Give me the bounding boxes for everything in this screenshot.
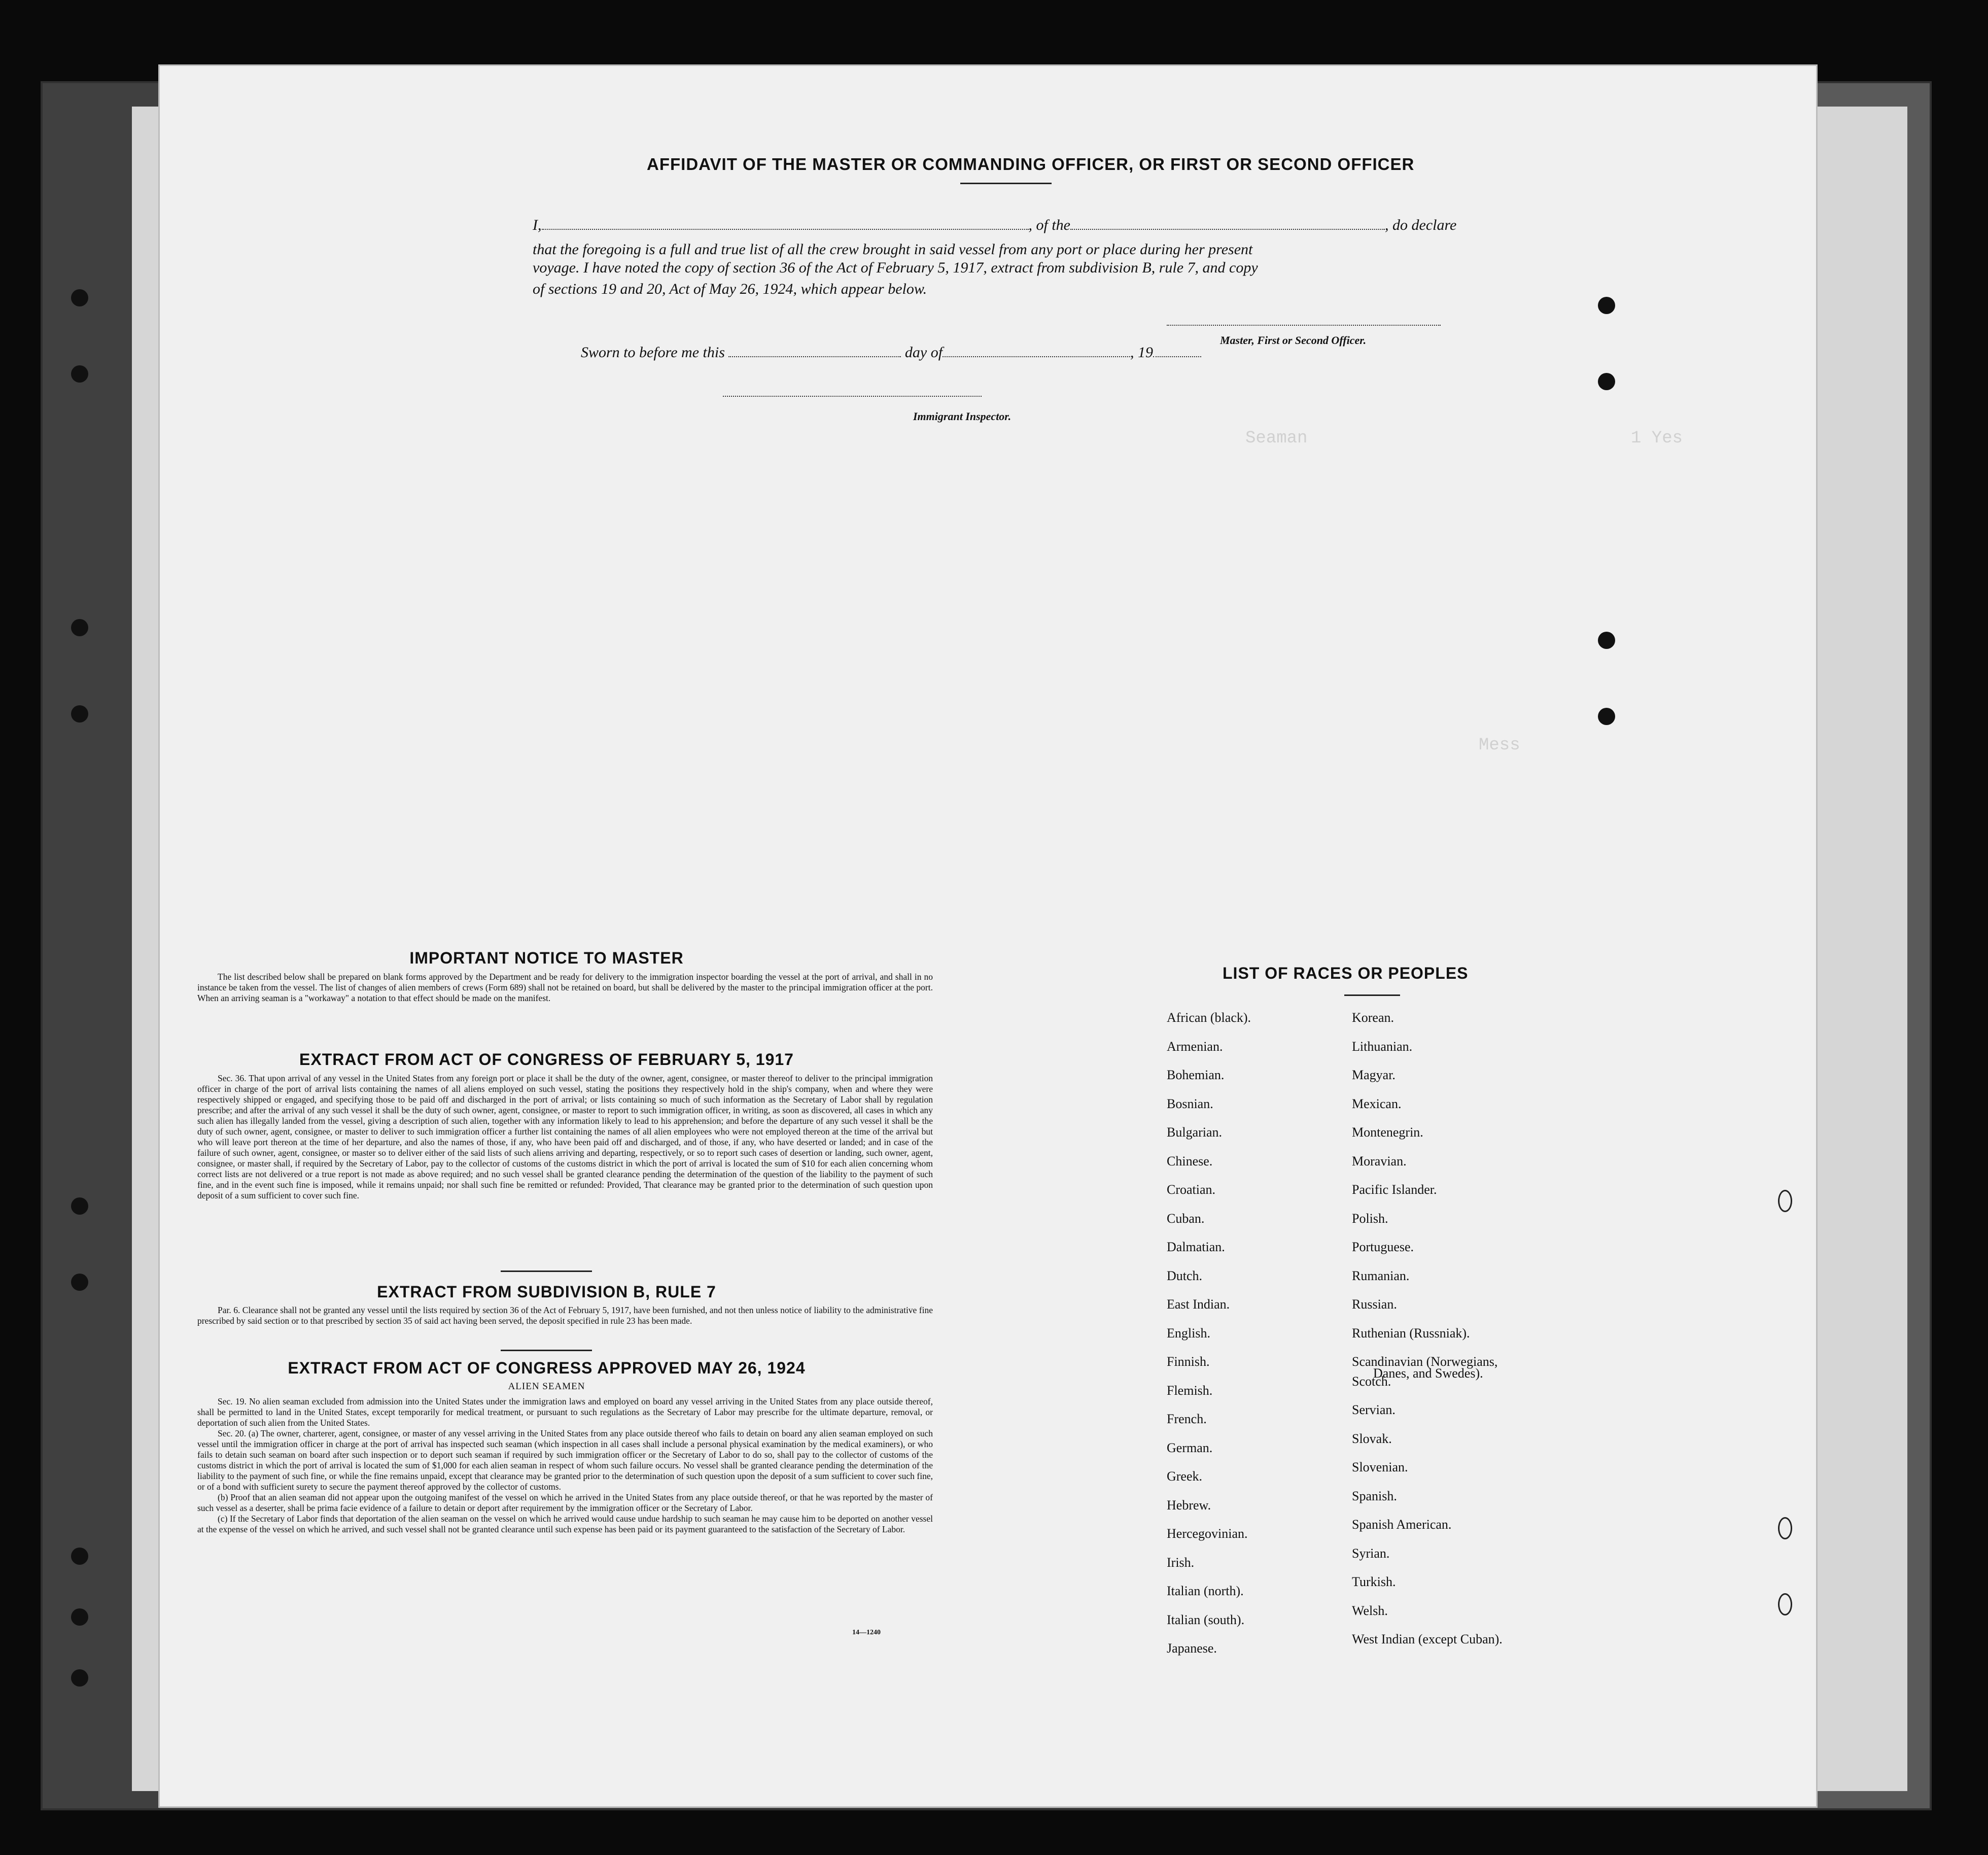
declaration-line-2: that the foregoing is a full and true list of all the crew brought in said vessel from any port or place during her present bbox=[533, 241, 1253, 258]
notice-title: IMPORTANT NOTICE TO MASTER bbox=[409, 949, 684, 967]
race-item: Syrian. bbox=[1352, 1545, 1390, 1561]
race-item: Russian. bbox=[1352, 1297, 1397, 1312]
race-item: Flemish. bbox=[1167, 1383, 1213, 1398]
binding-hole bbox=[71, 1274, 88, 1291]
affidavit-title: AFFIDAVIT OF THE MASTER OR COMMANDING OFFICER, OR FIRST OR SECOND OFFICER bbox=[647, 155, 1415, 174]
declaration-line-1 bbox=[533, 213, 1471, 237]
race-item: African (black). bbox=[1167, 1010, 1251, 1025]
race-item: Spanish. bbox=[1352, 1488, 1397, 1503]
race-item: Chinese. bbox=[1167, 1153, 1213, 1169]
title-rule bbox=[960, 183, 1052, 184]
race-item: Servian. bbox=[1352, 1402, 1396, 1417]
races-left-column bbox=[1167, 1004, 1251, 1663]
race-item: Bulgarian. bbox=[1167, 1125, 1223, 1140]
section-rule bbox=[501, 1270, 592, 1272]
race-item: Pacific Islander. bbox=[1352, 1182, 1437, 1197]
declaration-text: , do declare bbox=[1385, 217, 1457, 233]
race-item: Cuban. bbox=[1167, 1211, 1205, 1226]
section-20b: (b) Proof that an alien seaman did not appear upon the outgoing manifest of the vessel on which he arrived in the United States from any place outside thereof, or that he was reported by the master of such vessel as a deserter, shall be prima facie evidence of a failure to detain or deport after requirement by the immigration officer or the Secretary of Labor. bbox=[197, 1492, 933, 1513]
race-item: Hercegovinian. bbox=[1167, 1526, 1248, 1541]
race-item: Montenegrin. bbox=[1352, 1125, 1423, 1140]
binding-ring bbox=[1778, 1517, 1792, 1539]
race-item: German. bbox=[1167, 1440, 1213, 1455]
section-19: Sec. 19. No alien seaman excluded from admission into the United States under the immigration laws and employed on board any vessel arriving in the United States from any place outside thereof, shall be permitted to land in the United States, except temporarily for medical treatment, or pursuant to such regulations as the Secretary of Labor may prescribe for the ultimate departure, removal, or deportation of such alien from the United States. bbox=[197, 1396, 933, 1428]
binding-hole bbox=[71, 619, 88, 636]
binding-hole bbox=[1598, 373, 1615, 390]
race-item: Italian (north). bbox=[1167, 1584, 1244, 1598]
master-signature-line[interactable] bbox=[1167, 325, 1441, 326]
race-item: Spanish American. bbox=[1352, 1517, 1452, 1532]
race-item: Moravian. bbox=[1352, 1153, 1407, 1169]
document-sheet: 1 Yes Seaman Mess AFFIDAVIT OF THE MASTER OR COMMANDING OFFICER, OR FIRST OR SECOND OFFICER I, , of the , do declare that the foregoing is a full and true list of all the crew brought in said vessel from any port or place during her present voyage. I have noted the copy of section 36 of the Act of February 5, 1917, extract from subdivision B, rule 7, and copy of sections 19 and 20, Act of May 26, 1924, which appear below. Master, First or Second Officer. Sworn to before me this day of , 19 Immigrant Inspector. IMPORTANT NOTICE TO MASTER The list described below shall be prepared on blank forms approved by the Department and be ready for delivery to the immigration inspector boarding the vessel at the port of arrival, and shall in no instance be taken from the vessel. The list of changes of alien members of crews (Form 689) shall not be retained on board, but shall be delivered by the master to the principal immigration officer at the port. When an arriving seaman is a "workaway" a notation to that effect should be made on the manifest. EXTRACT FROM ACT OF CONGRESS OF FEBRUARY 5, 1917 Sec. 36. That upon arrival of any vessel in the United States from any foreign port or place it shall be the duty of the owner, agent, consignee, or master thereof to deliver to the principal immigration officer in charge of the port of arrival lists containing the names of all aliens employed on such vessel, stating the positions they respectively hold in the ship's company, when and where they were respectively shipped or engaged, and specifying those to be paid off and discharged in the port of arrival; or lists containing so much of such information as the Secretary of Labor shall by regulation prescribe; and after the arrival of any such vessel it shall be the duty of such owner, agent, consignee, or master to report to such immigration officer, in writing, as soon as discovered, all cases in which any such alien has illegally landed from the vessel, giving a description of such alien, together with any information likely to lead to his apprehension; and before the departure of any such vessel it shall be the duty of such owner, agent, consignee, or master to deliver to such immigration officer a further list containing the names of all alien employees who were not employed thereon at the time of the arrival but who will leave port thereon at the time of her departure, and also the names of those, if any, who have been paid off and discharged, and of those, if any, who have deserted or landed; and in case of the failure of such owner, agent, consignee, or master so to deliver either of the said lists of such aliens arriving and departing, respectively, or so to report such cases of desertion or landing, such owner, agent, consignee, or master shall, if required by the Secretary of Labor, pay to the collector of customs of the customs district in which the port of arrival is located the sum of $10 for each alien concerning whom correct lists are not delivered or a true report is not made as above required; and no such vessel shall be granted clearance pending the determination of the question of the liability to the payment of such fine, and in the event such fine is imposed, while it remains unpaid; nor shall such fine be remitted or refunded: Provided, That clearance may be granted prior to the determination of such question upon deposit of a sum sufficient to cover such fine. EXTRACT FROM SUBDIVISION B, RULE 7 Par. 6. Clearance shall not be granted any vessel until the lists required by section 36 of the Act of February 5, 1917, have been furnished, and not then unless notice of liability to the administrative fine prescribed by said section or to that prescribed by section 35 of said act having been served, the deposit specified in rule 23 has been made. EXTRACT FROM ACT OF CONGRESS APPROVED MAY 26, 1924 ALIEN SEAMEN Sec. 19. No alien seaman excluded from admission into the United States under the immigration laws and employed on board any vessel arriving in the United States from any place outside thereof, shall be permitted to land in the United States, except temporarily for medical treatment, or pursuant to such regulations as the Secretary of Labor may prescribe for the ultimate departure, removal, or deportation of such alien from the United States. Sec. 20. (a) The owner, charterer, agent, consignee, or master of any vessel arriving in the United States from any place outside thereof who fails to detain on board any alien seaman employed on such vessel until the immigration officer in charge at the port of arrival has inspected such seaman (which inspection in all cases shall include a personal physical examination by the medical examiners), or who fails to detain such seaman on board after such inspection or to deport such seaman if required by such immigration officer or the Secretary of Labor to do so, shall pay to the collector of customs of the customs district in which the port of arrival is located the sum of $1,000 for each alien seaman in respect of whom such failure occurs. No vessel shall be granted clearance pending the determination of the liability to the payment of such fine, or while the fine remains unpaid, except that clearance may be granted prior to the determination of such question upon the deposit of a sum sufficient to cover such fine, or of a bond with sufficient surety to secure the payment thereof approved by the collector of customs. (b) Proof that an alien seaman did not appear upon the outgoing manifest of the vessel on which he arrived in the United States from any place outside thereof, or that he was reported by the master of such vessel as a deserter, shall be prima facie evidence of a failure to detain or deport after requirement by the immigration officer or the Secretary of Labor. (c) If the Secretary of Labor finds that deportation of the alien seaman on the vessel on which he arrived would cause undue hardship to such seaman he may cause him to be deported on another vessel at the expense of the vessel on which he arrived, and such vessel shall not be granted clearance until such expense has been paid or its payment guaranteed to the satisfaction of the Secretary of Labor. 14—1240 LIST OF RACES OR PEOPLES African (black). Armenian. Bohemian. Bosnian. Bulgarian. Chinese. Croatian. Cuban. Dalmatian. Dutch. East Indian. English. Finnish. Flemish. French. German. Greek. Hebrew. Hercegovinian. Irish. Italian (north). Italian (south). Japanese. Korean. Lithuanian. Magyar. Mexican. Montenegrin. Moravian. Pacific Islander. Polish. Portuguese. Rumanian. Russian. Ruthenian (Russniak). Scandinavian (Norwegians, Danes, and Swedes). Scotch. Servian. Slovak. Slovenian. Spanish. Spanish American. Syrian. Turkish. Welsh. West Indian (except Cuban). bbox=[160, 66, 1816, 1806]
race-item: Dalmatian. bbox=[1167, 1240, 1225, 1254]
race-item: Scandinavian (Norwegians, bbox=[1352, 1354, 1498, 1369]
binding-ring bbox=[1778, 1593, 1792, 1616]
race-item: English. bbox=[1167, 1325, 1210, 1341]
declaration-text: , of the bbox=[1028, 217, 1070, 233]
vessel-blank[interactable] bbox=[1070, 229, 1385, 230]
race-item: West Indian (except Cuban). bbox=[1352, 1632, 1503, 1646]
inspector-signature-label: Immigrant Inspector. bbox=[913, 410, 1012, 423]
section-20a: Sec. 20. (a) The owner, charterer, agent, consignee, or master of any vessel arriving in the United States from any place outside thereof who fails to detain on board any alien seaman employed on such vessel until the immigration officer in charge at the port of arrival has inspected such seaman (which inspection in all cases shall include a personal physical examination by the medical examiners), or who fails to detain such seaman on board after such inspection or to deport such seaman if required by such immigration officer or the Secretary of Labor to do so, shall pay to the collector of customs of the customs district in which the port of arrival is located the sum of $1,000 for each alien seaman in respect of whom such failure occurs. No vessel shall be granted clearance pending the determination of the liability to the payment of such fine, or while the fine remains unpaid, except that clearance may be granted prior to the determination of such question upon the deposit of a sum sufficient to cover such fine, or of a bond with sufficient surety to secure the payment thereof approved by the collector of customs. bbox=[197, 1428, 933, 1492]
race-item: Korean. bbox=[1352, 1010, 1394, 1025]
binding-hole bbox=[71, 1608, 88, 1626]
sworn-day-blank[interactable] bbox=[728, 356, 901, 357]
race-item: Lithuanian. bbox=[1352, 1039, 1413, 1054]
section-20c: (c) If the Secretary of Labor finds that deportation of the alien seaman on the vessel on which he arrived would cause undue hardship to such seaman he may cause him to be deported on another vessel at the expense of the vessel on which he arrived, and such vessel shall not be granted clearance until such expense has been paid or its payment guaranteed to the satisfaction of the Secretary of Labor. bbox=[197, 1514, 933, 1534]
race-item: Irish. bbox=[1167, 1555, 1195, 1570]
race-item: East Indian. bbox=[1167, 1297, 1230, 1312]
race-item: Magyar. bbox=[1352, 1068, 1396, 1082]
race-item: Slovak. bbox=[1352, 1431, 1392, 1446]
sworn-text: day of bbox=[904, 344, 943, 361]
race-item: Greek. bbox=[1167, 1469, 1203, 1484]
declaration-text: I, bbox=[533, 217, 542, 233]
race-item: Italian (south). bbox=[1167, 1612, 1245, 1627]
sworn-text: , 19 bbox=[1130, 344, 1154, 361]
race-item: Bohemian. bbox=[1167, 1068, 1225, 1082]
section-rule bbox=[501, 1350, 592, 1351]
binding-hole bbox=[71, 705, 88, 723]
race-item: Mexican. bbox=[1352, 1096, 1402, 1111]
races-rule bbox=[1344, 994, 1400, 996]
binding-hole bbox=[71, 365, 88, 383]
extract-1924-title: EXTRACT FROM ACT OF CONGRESS APPROVED MAY 26, 1924 bbox=[288, 1359, 806, 1377]
races-right-column: Korean. Lithuanian. Magyar. Mexican. Montenegrin. Moravian. Pacific Islander. Polish. Portuguese. Rumanian. Russian. Ruthenian (Russniak). Scandinavian (Norwegians, Danes, and Swedes). Scotch. Servian. Slovak. Slovenian. Spanish. Spanish American. Syrian. Turkish. Welsh. West Indian (except Cuban). bbox=[1352, 1004, 1503, 1654]
extract-1917-title: EXTRACT FROM ACT OF CONGRESS OF FEBRUARY 5, 1917 bbox=[299, 1050, 794, 1069]
extract-1917-body: Sec. 36. That upon arrival of any vessel in the United States from any foreign port or place it shall be the duty of the owner, agent, consignee, or master thereof to deliver to the principal immigration officer in charge of the port of arrival lists containing the names of all aliens employed on such vessel, stating the positions they respectively hold in the ship's company, when and where they were respectively shipped or engaged, and specifying those to be paid off and discharged in the port of arrival; or lists containing so much of such information as the Secretary of Labor shall by regulation prescribe; and after the arrival of any such vessel it shall be the duty of such owner, agent, consignee, or master to report to such immigration officer, in writing, as soon as discovered, all cases in which any such alien has illegally landed from the vessel, giving a description of such alien, together with any information likely to lead to his apprehension; and before the departure of any such vessel it shall be the duty of such owner, agent, consignee, or master to deliver to such immigration officer a further list containing the names of all alien employees who were not employed thereon at the time of the arrival but who will leave port thereon at the time of her departure, and also the names of those, if any, who have been paid off and discharged, and of those, if any, who have deserted or landed; and in case of the failure of such owner, agent, consignee, or master so to deliver either of the said lists of such aliens arriving and departing, respectively, or so to report such cases of desertion or landing, such owner, agent, consignee, or master shall, if required by the Secretary of Labor, pay to the collector of customs of the customs district in which the port of arrival is located the sum of $10 for each alien concerning whom correct lists are not delivered or a true report is not made as above required; and no such vessel shall be granted clearance pending the determination of the question of the liability to the payment of such fine, and in the event such fine is imposed, while it remains unpaid; nor shall such fine be remitted or refunded: Provided, That clearance may be granted prior to the determination of such question upon deposit of a sum sufficient to cover such fine. bbox=[197, 1073, 933, 1200]
binding-hole bbox=[71, 1548, 88, 1565]
race-item: Finnish. bbox=[1167, 1354, 1210, 1369]
race-item: Dutch. bbox=[1167, 1268, 1203, 1283]
binding-hole bbox=[71, 1197, 88, 1215]
sworn-text: Sworn to before me this bbox=[581, 344, 725, 361]
race-item: Polish. bbox=[1352, 1211, 1388, 1226]
affidavit-body bbox=[533, 213, 1471, 301]
binding-ring bbox=[1778, 1190, 1792, 1212]
declaration-line-4: of sections 19 and 20, Act of May 26, 1924, which appear below. bbox=[533, 281, 927, 297]
notice-body: The list described below shall be prepared on blank forms approved by the Department and be ready for delivery to the immigration inspector boarding the vessel at the port of arrival, and shall in no instance be taken from the vessel. The list of changes of alien members of crews (Form 689) shall not be retained on board, but shall be delivered by the master to the principal immigration officer at the port. When an arriving seaman is a "workaway" a notation to that effect should be made on the manifest. bbox=[197, 972, 933, 1003]
name-blank[interactable] bbox=[542, 229, 1029, 230]
declaration-line-3: voyage. I have noted the copy of section 36 of the Act of February 5, 1917, extract from subdivision B, rule 7, and copy bbox=[533, 259, 1258, 276]
subdivision-b-body: Par. 6. Clearance shall not be granted any vessel until the lists required by section 36 of the Act of February 5, 1917, have been furnished, and not then unless notice of liability to the administrative fine prescribed by said section or to that prescribed by section 35 of said act having been served, the deposit specified in rule 23 has been made. bbox=[197, 1305, 933, 1326]
race-item: Croatian. bbox=[1167, 1182, 1216, 1197]
sworn-year-blank[interactable] bbox=[1153, 356, 1201, 357]
master-signature-label: Master, First or Second Officer. bbox=[1220, 334, 1367, 347]
sworn-month-blank[interactable] bbox=[943, 356, 1130, 357]
race-item: Portuguese. bbox=[1352, 1240, 1414, 1254]
race-item: Ruthenian (Russniak). bbox=[1352, 1325, 1470, 1341]
race-item: Bosnian. bbox=[1167, 1096, 1213, 1111]
race-item: Welsh. bbox=[1352, 1603, 1388, 1618]
races-title: LIST OF RACES OR PEOPLES bbox=[1223, 964, 1469, 982]
inspector-signature-line[interactable] bbox=[723, 396, 982, 397]
extract-1924-body bbox=[197, 1396, 933, 1535]
binding-hole bbox=[1598, 632, 1615, 649]
race-item: Turkish. bbox=[1352, 1574, 1396, 1589]
race-item: Hebrew. bbox=[1167, 1497, 1211, 1513]
sworn-line bbox=[581, 344, 1201, 361]
race-item: Japanese. bbox=[1167, 1641, 1217, 1656]
binding-hole bbox=[71, 1669, 88, 1687]
race-item: Rumanian. bbox=[1352, 1268, 1410, 1283]
race-item: Armenian. bbox=[1167, 1039, 1223, 1054]
extract-1924-subtitle: ALIEN SEAMEN bbox=[508, 1381, 585, 1392]
form-number: 14—1240 bbox=[852, 1629, 881, 1636]
binding-hole bbox=[1598, 297, 1615, 314]
race-item: Slovenian. bbox=[1352, 1460, 1408, 1474]
binding-hole bbox=[1598, 708, 1615, 725]
race-item: Scotch. bbox=[1352, 1373, 1391, 1389]
binding-hole bbox=[71, 289, 88, 306]
subdivision-b-title: EXTRACT FROM SUBDIVISION B, RULE 7 bbox=[377, 1283, 716, 1301]
race-item: French. bbox=[1167, 1412, 1207, 1426]
